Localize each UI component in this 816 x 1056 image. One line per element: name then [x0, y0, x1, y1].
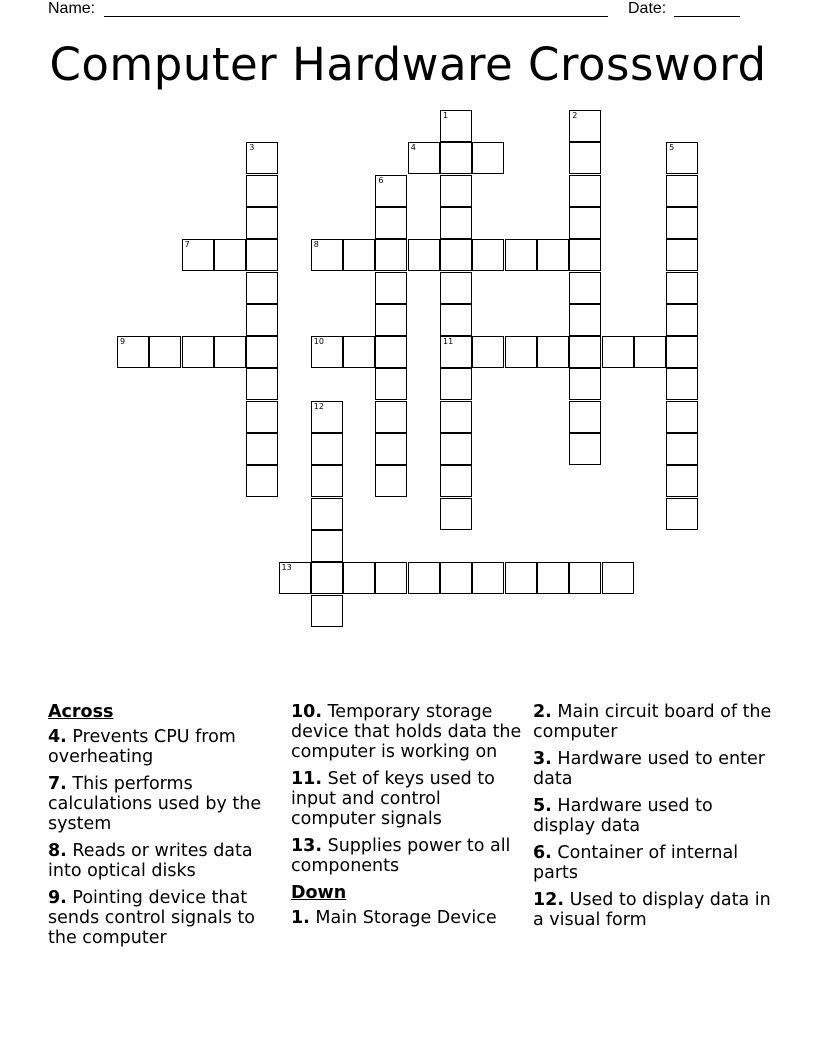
grid-cell[interactable] — [666, 304, 698, 336]
grid-cell[interactable] — [246, 368, 278, 400]
grid-cell[interactable] — [246, 433, 278, 465]
clue-number: 1 — [443, 111, 449, 120]
grid-cell[interactable] — [375, 336, 407, 368]
grid-cell[interactable] — [537, 562, 569, 594]
grid-cell[interactable] — [246, 272, 278, 304]
grid-cell[interactable] — [440, 465, 472, 497]
grid-cell[interactable] — [440, 368, 472, 400]
grid-cell[interactable] — [246, 401, 278, 433]
grid-cell[interactable] — [440, 562, 472, 594]
grid-cell[interactable] — [440, 272, 472, 304]
grid-cell[interactable] — [375, 304, 407, 336]
grid-cell[interactable] — [311, 562, 343, 594]
grid-cell[interactable] — [569, 304, 601, 336]
grid-cell[interactable] — [666, 433, 698, 465]
grid-cell[interactable] — [472, 562, 504, 594]
grid-cell[interactable] — [440, 175, 472, 207]
clue-number: 6 — [378, 175, 384, 185]
clues-column-1 — [48, 702, 280, 955]
grid-cell[interactable] — [375, 401, 407, 433]
grid-cell[interactable] — [214, 336, 246, 368]
grid-cell[interactable] — [375, 562, 407, 594]
grid-cell[interactable] — [505, 562, 537, 594]
grid-cell[interactable] — [666, 336, 698, 368]
grid-cell[interactable] — [505, 336, 537, 368]
grid-cell[interactable] — [569, 562, 601, 594]
grid-cell[interactable] — [246, 175, 278, 207]
clue-across-13: 13. Supplies power to all components — [291, 836, 511, 876]
grid-cell[interactable] — [246, 465, 278, 497]
name-label: Name: — [48, 0, 96, 17]
clue-down-2: 2. Main circuit board of the computer — [533, 702, 772, 742]
clue-across-7: 7. This performs calculations used by the system — [48, 774, 262, 834]
grid-cell[interactable] — [569, 336, 601, 368]
clue-number: 11 — [443, 337, 454, 347]
grid-cell[interactable] — [505, 239, 537, 271]
grid-cell[interactable] — [569, 142, 601, 174]
grid-cell[interactable] — [666, 142, 698, 174]
clue-number: 9 — [120, 337, 126, 347]
grid-cell[interactable] — [311, 336, 343, 368]
across-heading: Across — [48, 702, 114, 722]
grid-cell[interactable] — [569, 272, 601, 304]
clue-down-5: 5. Hardware used to display data — [533, 796, 713, 836]
clue-across-8: 8. Reads or writes data into optical disks — [48, 841, 253, 881]
clue-number: 8 — [313, 240, 319, 250]
grid-cell[interactable] — [440, 433, 472, 465]
grid-cell[interactable] — [375, 175, 407, 207]
grid-cell[interactable] — [311, 239, 343, 271]
clue-number: 3 — [249, 143, 255, 153]
clue-number: 13 — [281, 563, 292, 573]
clue-number: 4 — [410, 143, 416, 153]
grid-cell[interactable] — [537, 239, 569, 271]
grid-cell[interactable] — [440, 239, 472, 271]
clue-across-11: 11. Set of keys used to input and control computer signals — [291, 769, 495, 829]
grid-cell[interactable] — [472, 239, 504, 271]
grid-cell[interactable] — [408, 562, 440, 594]
grid-cell[interactable] — [666, 368, 698, 400]
grid-cell[interactable] — [666, 465, 698, 497]
grid-cell[interactable] — [246, 239, 278, 271]
grid-cell[interactable] — [569, 175, 601, 207]
grid-cell[interactable] — [375, 207, 407, 239]
clue-down-6: 6. Container of internal parts — [533, 843, 739, 883]
grid-cell[interactable] — [666, 207, 698, 239]
clues-column-2 — [291, 702, 523, 935]
grid-cell[interactable] — [149, 336, 181, 368]
clue-number: 5 — [669, 143, 675, 153]
grid-cell[interactable] — [408, 142, 440, 174]
grid-cell[interactable] — [182, 336, 214, 368]
clue-number: 10 — [313, 337, 324, 347]
clues-column-3 — [533, 702, 773, 937]
grid-cell[interactable] — [246, 207, 278, 239]
grid-cell[interactable] — [311, 433, 343, 465]
grid-cell[interactable] — [311, 530, 343, 562]
grid-cell[interactable] — [440, 142, 472, 174]
grid-cell[interactable] — [440, 207, 472, 239]
grid-cell[interactable] — [343, 239, 375, 271]
grid-cell[interactable] — [343, 336, 375, 368]
grid-cell[interactable] — [666, 239, 698, 271]
grid-cell[interactable] — [311, 465, 343, 497]
grid-cell[interactable] — [375, 368, 407, 400]
grid-cell[interactable] — [246, 336, 278, 368]
grid-cell[interactable] — [182, 239, 214, 271]
grid-cell[interactable] — [246, 304, 278, 336]
grid-cell[interactable] — [440, 401, 472, 433]
grid-cell[interactable] — [214, 239, 246, 271]
grid-cell[interactable] — [375, 465, 407, 497]
grid-cell[interactable] — [569, 433, 601, 465]
grid-cell[interactable] — [279, 562, 311, 594]
grid-cell[interactable] — [246, 142, 278, 174]
grid-cell[interactable] — [440, 110, 472, 142]
clue-number: 7 — [184, 240, 190, 250]
date-label: Date: — [628, 0, 667, 17]
grid-cell[interactable] — [666, 498, 698, 530]
clue-number: 2 — [572, 111, 578, 120]
grid-cell[interactable] — [569, 110, 601, 142]
grid-cell[interactable] — [311, 498, 343, 530]
grid-cell[interactable] — [569, 368, 601, 400]
grid-cell[interactable] — [602, 562, 634, 594]
clue-down-1: 1. Main Storage Device — [291, 908, 497, 928]
grid-cell[interactable] — [602, 336, 634, 368]
grid-cell[interactable] — [537, 336, 569, 368]
grid-cell[interactable] — [472, 142, 504, 174]
grid-cell[interactable] — [343, 562, 375, 594]
grid-cell[interactable] — [440, 336, 472, 368]
grid-cell[interactable] — [375, 239, 407, 271]
down-heading: Down — [291, 883, 347, 903]
clue-across-9: 9. Pointing device that sends control signals to the computer — [48, 888, 256, 948]
clue-number: 12 — [313, 401, 324, 411]
grid-cell[interactable] — [117, 336, 149, 368]
grid-cell[interactable] — [440, 304, 472, 336]
grid-cell[interactable] — [440, 498, 472, 530]
grid-cell[interactable] — [375, 433, 407, 465]
grid-cell[interactable] — [472, 336, 504, 368]
grid-cell[interactable] — [311, 595, 343, 627]
grid-cell[interactable] — [311, 401, 343, 433]
page-title: Computer Hardware Crossword — [49, 38, 767, 91]
grid-cell[interactable] — [666, 401, 698, 433]
clue-down-12: 12. Used to display data in a visual form — [533, 890, 771, 930]
grid-cell[interactable] — [569, 239, 601, 271]
clue-across-10: 10. Temporary storage device that holds data the computer is working on — [291, 702, 522, 762]
grid-cell[interactable] — [666, 175, 698, 207]
grid-cell[interactable] — [666, 272, 698, 304]
grid-cell[interactable] — [408, 239, 440, 271]
clue-across-4: 4. Prevents CPU from overheating — [48, 727, 236, 767]
grid-cell[interactable] — [569, 207, 601, 239]
clue-down-3: 3. Hardware used to enter data — [533, 749, 765, 789]
grid-cell[interactable] — [375, 272, 407, 304]
grid-cell[interactable] — [634, 336, 666, 368]
grid-cell[interactable] — [569, 401, 601, 433]
